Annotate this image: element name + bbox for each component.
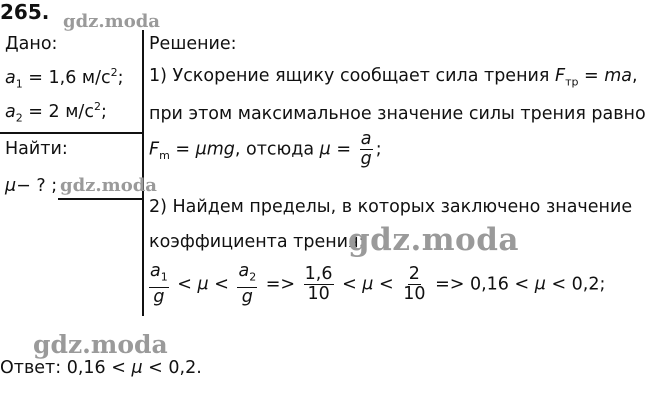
problem-number: 265. (0, 0, 50, 24)
watermark-bottom: gdz.moda (33, 330, 168, 359)
watermark-top: gdz.moda (63, 11, 160, 32)
given-a2: $a_2 = 2$ $м/с^2$; (5, 100, 107, 125)
fraction-a1-over-g: $\frac{a_1}{g}$ (150, 261, 168, 307)
find-mu: μ− ? ; (5, 176, 58, 196)
answer-line: Ответ: 0,16 < μ < 0,2. (0, 358, 202, 378)
given-find-divider (0, 132, 143, 134)
solution-heading: Решение: (149, 34, 237, 54)
given-heading: Дано: (5, 34, 58, 54)
given-divider-vertical (142, 30, 144, 316)
watermark-large: gdz.moda (348, 222, 519, 258)
watermark-middle: gdz.moda (60, 175, 157, 196)
fraction-2-over-10: $\frac{2}{10}$ (403, 263, 426, 304)
solution-line-3: $F_m = \mu mg$, отсюда μ = $\frac{a}{g}$ ; (149, 129, 382, 169)
inequality-chain: $\frac{a_1}{g}$ < μ < $\frac{a_2}{g}$ => $\frac{1,6}{10}$ < μ < $\frac{2}{10}$ => 0,16 < μ < 0,2; (150, 261, 606, 307)
fraction-a2-over-g: $\frac{a_2}{g}$ (238, 261, 257, 307)
solution-line-5: коэффициента трения: (149, 232, 365, 252)
fraction-1-6-over-10: $\frac{1,6}{10}$ (304, 263, 333, 304)
fraction-a-over-g: $\frac{a}{g}$ (360, 129, 372, 169)
find-heading: Найти: (5, 139, 68, 159)
solution-line-4: 2) Найдем пределы, в которых заключено значение (149, 197, 633, 217)
given-a1: $a_1 = 1,6$ $м/с^2$; (5, 66, 124, 91)
find-divider (58, 198, 143, 200)
solution-line-1: 1) Ускорение ящику сообщает сила трения $F_{тр}$ = ma, (149, 66, 638, 89)
solution-line-2: при этом максимальное значение силы трения равно (149, 104, 646, 124)
